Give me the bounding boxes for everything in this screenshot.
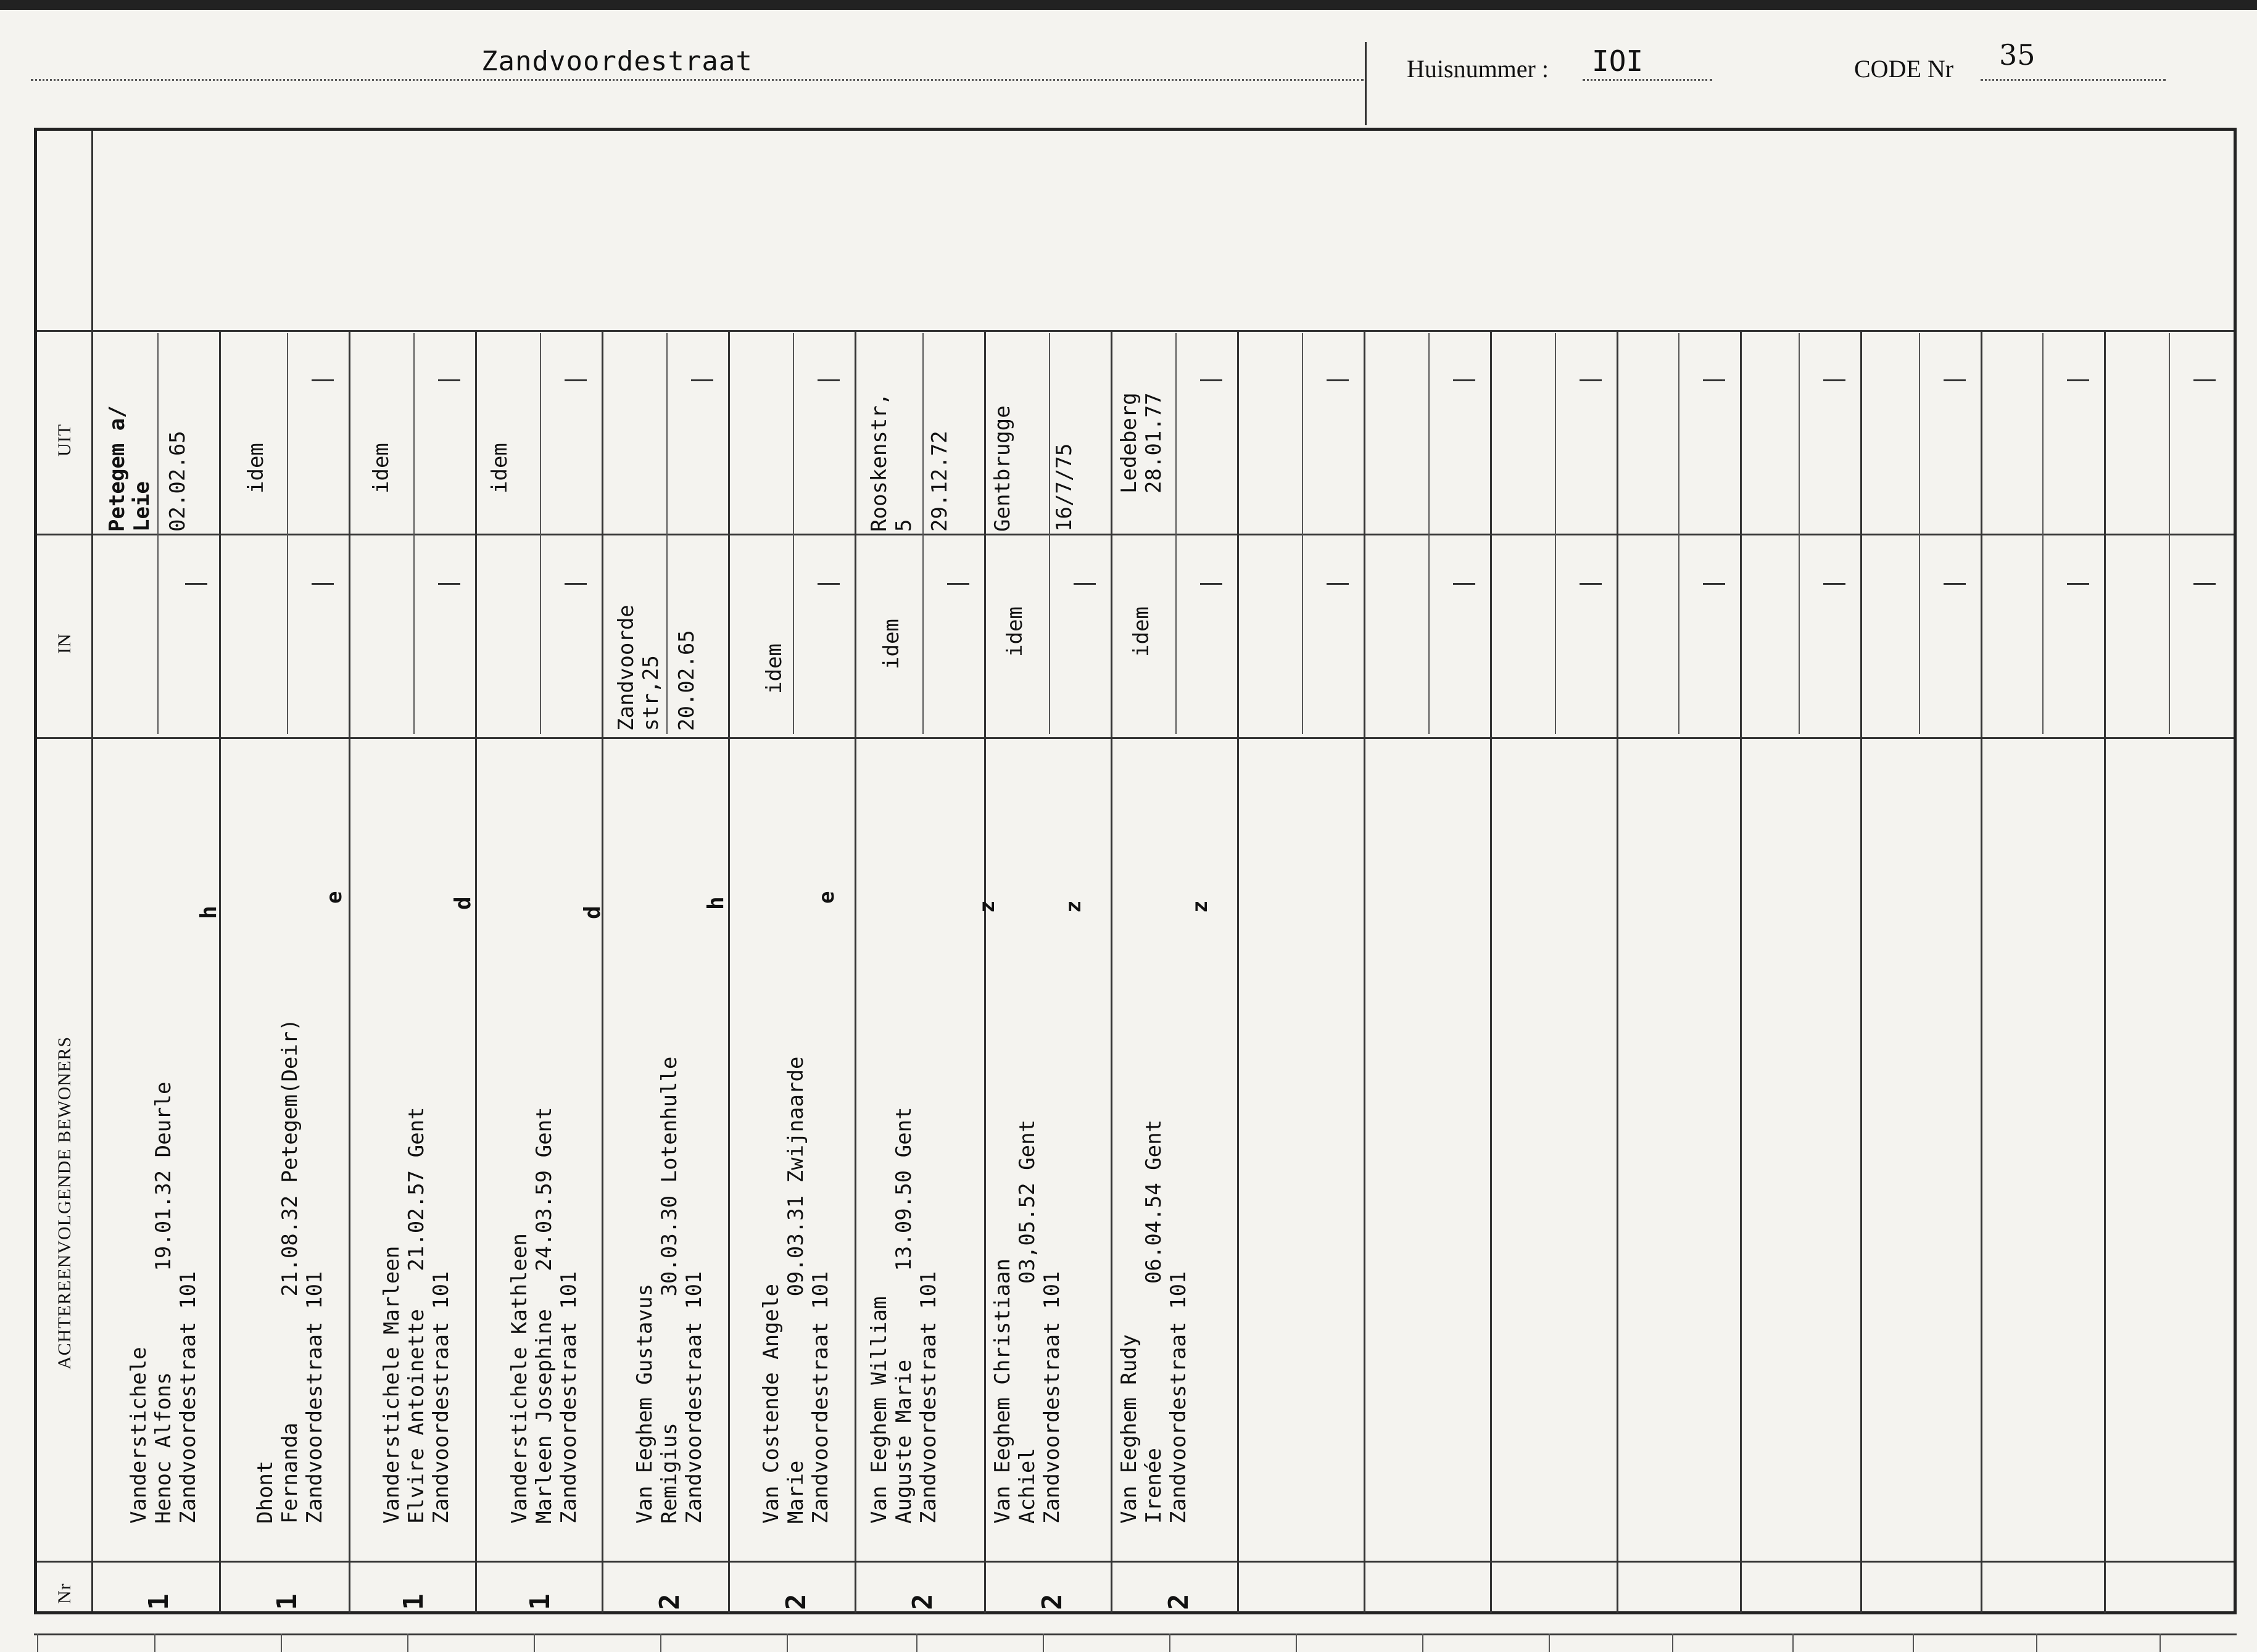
col-line-3 <box>475 330 477 1613</box>
uit-sub-line <box>2169 333 2170 734</box>
empty-dash <box>312 583 334 585</box>
uit-sub-line <box>1175 333 1177 734</box>
resident-line: Achiel 03,05.52 Gent <box>1015 1119 1040 1524</box>
entry-nr: 2 <box>654 1593 685 1610</box>
col-line-15 <box>1981 330 1982 1613</box>
ruler-tick <box>1296 1633 1297 1652</box>
entry-nr: 1 <box>271 1593 303 1610</box>
uit-sub-line <box>287 333 288 734</box>
status-code: h <box>196 906 222 919</box>
empty-dash <box>438 583 460 585</box>
ruler-tick <box>1792 1633 1794 1652</box>
col-line-5 <box>728 330 730 1613</box>
entry-nr: 2 <box>1037 1593 1068 1610</box>
empty-dash <box>1074 583 1096 585</box>
code-dotted-line <box>1981 79 2166 81</box>
resident-line: Irenée 06.04.54 Gent <box>1141 1119 1166 1524</box>
uit-entry <box>105 405 190 532</box>
resident-line: Marie 09.03.31 Zwijnaarde <box>784 1056 808 1524</box>
col-line-7 <box>984 330 986 1613</box>
uit-entry <box>867 393 952 532</box>
resident-name-lines <box>1117 1120 1191 1524</box>
uit-line: Leie <box>130 481 154 532</box>
label-column-divider <box>91 131 93 1611</box>
resident-line: Zandvoordestraat 101 <box>176 1271 201 1524</box>
in-line: str,25 <box>639 655 663 731</box>
ruler-tick <box>37 1633 38 1652</box>
in-entry <box>614 605 699 731</box>
uit-sub-line <box>1555 333 1556 734</box>
empty-dash <box>2193 583 2216 585</box>
resident-line: Zandvoordestraat 101 <box>682 1271 706 1524</box>
empty-dash <box>1823 379 1845 381</box>
status-code: d <box>580 906 605 919</box>
ruler-tick <box>1549 1633 1550 1652</box>
house-number-value: IOI <box>1592 44 1644 78</box>
empty-dash <box>438 379 460 381</box>
uit-entry <box>369 443 394 494</box>
uit-line: 28.01.77 <box>1141 392 1166 494</box>
entry-nr: 2 <box>1163 1593 1195 1610</box>
uit-entry <box>990 405 1077 532</box>
ruler-tick <box>2036 1633 2037 1652</box>
empty-dash <box>1327 379 1349 381</box>
resident-line: Van Eeghem Christiaan <box>990 1258 1015 1524</box>
in-label: IN <box>54 633 75 654</box>
uit-line: Ledeberg <box>1117 392 1141 494</box>
status-code: h <box>703 896 729 910</box>
empty-dash <box>1944 583 1966 585</box>
empty-dash <box>947 583 969 585</box>
in-top-line <box>37 534 2234 535</box>
ruler-tick <box>534 1633 535 1652</box>
uit-sub-line <box>1919 333 1920 734</box>
resident-name-lines <box>507 1107 581 1524</box>
empty-dash <box>2067 379 2089 381</box>
resident-line: Vanderstichele Marleen <box>379 1245 404 1524</box>
entry-nr: 2 <box>781 1593 812 1610</box>
col-line-2 <box>349 330 350 1613</box>
status-code: z <box>975 900 1000 913</box>
empty-dash <box>1944 379 1966 381</box>
empty-dash <box>1580 583 1602 585</box>
top-border <box>0 0 2257 10</box>
header-separator <box>1365 42 1367 125</box>
in-entry <box>762 643 787 694</box>
resident-line: Zandvoordestraat 101 <box>916 1271 941 1524</box>
ruler-tick <box>787 1633 788 1652</box>
resident-line: Henoc Alfons 19.01.32 Deurle <box>151 1081 176 1524</box>
col-line-6 <box>855 330 856 1613</box>
in-line: idem <box>762 643 787 694</box>
empty-dash <box>1823 583 1845 585</box>
in-line: 20.02.65 <box>674 630 699 731</box>
entry-nr: 2 <box>907 1593 938 1610</box>
empty-dash <box>2067 583 2089 585</box>
nr-top-line <box>37 1561 2234 1563</box>
uit-sub-line <box>1049 333 1050 734</box>
resident-name-lines <box>632 1057 706 1524</box>
status-code: z <box>1188 900 1212 913</box>
col-line-10 <box>1364 330 1365 1613</box>
ruler-tick <box>154 1633 155 1652</box>
uit-entry <box>244 443 268 494</box>
empty-dash <box>1453 583 1475 585</box>
resident-line: Marleen Josephine 24.03.59 Gent <box>532 1107 557 1524</box>
uit-sub-line <box>1302 333 1303 734</box>
uit-line: Rooskenstr, <box>867 392 892 532</box>
uit-line: idem <box>369 443 394 494</box>
code-value: 35 <box>1999 38 2035 72</box>
entry-nr: 1 <box>143 1593 175 1610</box>
ruler-tick <box>407 1633 408 1652</box>
resident-line: Zandvoordestraat 101 <box>1040 1271 1064 1524</box>
col-line-4 <box>602 330 603 1613</box>
entry-nr: 1 <box>524 1593 556 1610</box>
empty-dash <box>1200 379 1222 381</box>
ruler-tick <box>1913 1633 1914 1652</box>
col-line-13 <box>1740 330 1742 1613</box>
ruler-tick <box>2160 1633 2161 1652</box>
status-code: e <box>322 891 347 904</box>
uit-line: idem <box>487 443 512 494</box>
col-line-11 <box>1490 330 1492 1613</box>
resident-line: Van Eeghem Rudy <box>1117 1334 1141 1524</box>
in-line: idem <box>879 619 904 669</box>
empty-dash <box>1453 379 1475 381</box>
ruler-tick <box>660 1633 661 1652</box>
resident-name-lines <box>126 1082 201 1524</box>
col-line-16 <box>2104 330 2106 1613</box>
uit-top-line <box>37 330 2234 332</box>
resident-line: Van Eeghem William <box>867 1296 892 1524</box>
uit-line: 5 <box>892 519 916 532</box>
status-code: z <box>1061 900 1086 913</box>
status-code: d <box>450 896 476 910</box>
resident-name-lines <box>990 1120 1064 1524</box>
uit-sub-line <box>1799 333 1800 734</box>
uit-sub-line <box>1678 333 1679 734</box>
empty-dash <box>818 379 840 381</box>
empty-dash <box>312 379 334 381</box>
resident-name-lines <box>759 1057 833 1524</box>
empty-dash <box>1327 583 1349 585</box>
uit-line: 02.02.65 <box>165 431 190 532</box>
empty-dash <box>565 583 587 585</box>
nr-label: Nr <box>54 1583 75 1604</box>
entry-nr: 1 <box>398 1593 429 1610</box>
uit-sub-line <box>157 333 159 734</box>
uit-line: 29.12.72 <box>927 431 952 532</box>
resident-line: Zandvoordestraat 101 <box>429 1271 453 1524</box>
resident-name-lines <box>253 1018 327 1524</box>
bottom-ruler <box>34 1633 2237 1635</box>
ruler-tick <box>1422 1633 1423 1652</box>
resident-line: Zandvoordestraat 101 <box>1166 1271 1191 1524</box>
in-line: idem <box>1003 606 1027 657</box>
street-name: Zandvoordestraat <box>481 46 753 77</box>
street-dotted-line <box>31 79 1364 81</box>
empty-dash <box>1200 583 1222 585</box>
resident-line: Fernanda 21.08.32 Petegem(Deir) <box>278 1018 302 1524</box>
uit-line: Petegem a/ <box>105 405 130 532</box>
col-line-14 <box>1860 330 1862 1613</box>
uit-line: idem <box>244 443 268 494</box>
empty-dash <box>1580 379 1602 381</box>
ruler-tick <box>281 1633 282 1652</box>
uit-label: UIT <box>54 424 75 456</box>
resident-name-lines <box>867 1107 941 1524</box>
bewoners-top-line <box>37 737 2234 739</box>
empty-dash <box>691 379 713 381</box>
uit-sub-line <box>413 333 415 734</box>
ruler-tick <box>916 1633 917 1652</box>
resident-line: Zandvoordestraat 101 <box>808 1271 833 1524</box>
resident-name-lines <box>379 1107 453 1524</box>
uit-entry <box>1117 392 1166 494</box>
uit-sub-line <box>540 333 541 734</box>
house-number-dotted-line <box>1583 79 1712 81</box>
resident-line: Dhont <box>253 1460 278 1524</box>
in-line: Zandvoorde <box>614 605 639 731</box>
uit-sub-line <box>793 333 794 734</box>
bewoners-label: ACHTEREENVOLGENDE BEWONERS <box>54 1036 75 1369</box>
resident-line: Zandvoordestraat 101 <box>557 1271 581 1524</box>
empty-dash <box>1703 379 1725 381</box>
empty-dash <box>185 583 207 585</box>
resident-line: Zandvoordestraat 101 <box>302 1271 327 1524</box>
resident-line: Auguste Marie 13.09.50 Gent <box>892 1107 916 1524</box>
ruler-tick <box>1672 1633 1673 1652</box>
empty-dash <box>565 379 587 381</box>
resident-line: Van Eeghem Gustavus <box>632 1284 657 1524</box>
in-line: idem <box>1129 606 1154 657</box>
empty-dash <box>1703 583 1725 585</box>
house-number-label: Huisnummer : <box>1407 55 1549 83</box>
col-line-1 <box>219 330 221 1613</box>
in-entry <box>879 619 904 669</box>
ruler-tick <box>1043 1633 1044 1652</box>
resident-line: Vanderstichele Kathleen <box>507 1233 532 1524</box>
uit-entry <box>487 443 512 494</box>
resident-line: Van Costende Angele <box>759 1284 784 1524</box>
code-label: CODE Nr <box>1854 55 1954 83</box>
in-entry <box>1003 606 1027 657</box>
resident-line: Remigius 30.03.30 Lotenhulle <box>657 1056 682 1524</box>
resident-line: Elvire Antoinette 21.02.57 Gent <box>404 1107 429 1524</box>
ruler-tick <box>1169 1633 1170 1652</box>
status-code: e <box>814 891 839 904</box>
uit-line: 16/7/75 <box>1052 443 1077 532</box>
empty-dash <box>818 583 840 585</box>
uit-sub-line <box>2042 333 2044 734</box>
resident-line: Vanderstichele <box>126 1347 151 1524</box>
uit-sub-line <box>1428 333 1430 734</box>
uit-line: Gentbrugge <box>990 405 1015 532</box>
empty-dash <box>2193 379 2216 381</box>
in-entry <box>1129 606 1154 657</box>
col-line-9 <box>1237 330 1239 1613</box>
col-line-12 <box>1617 330 1618 1613</box>
col-line-8 <box>1111 330 1112 1613</box>
